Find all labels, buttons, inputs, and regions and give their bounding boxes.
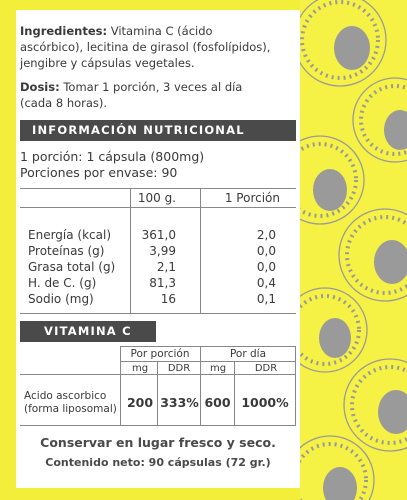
table-bottom-line xyxy=(20,313,296,314)
table-header-line xyxy=(20,207,296,208)
dosage-label: Dosis: xyxy=(20,80,60,94)
pattern-blob xyxy=(334,26,370,70)
serving-size: 1 porción: 1 cápsula (800mg) xyxy=(20,149,205,164)
label-panel xyxy=(16,10,300,488)
vit-sub-line xyxy=(120,361,296,362)
servings-per-container: Porciones por envase: 90 xyxy=(20,165,178,180)
row-per100: 2,1 xyxy=(156,260,176,274)
col-100g: 100 g. xyxy=(137,191,176,205)
row-name: Sodio (mg) xyxy=(28,292,94,306)
day-mg-value: 600 xyxy=(204,395,231,410)
storage-note: Conservar en lugar fresco y seco. xyxy=(40,435,276,450)
table-row xyxy=(20,244,296,259)
row-name: Energía (kcal) xyxy=(28,228,112,242)
pattern-blob xyxy=(319,318,351,358)
col-portion: 1 Porción xyxy=(224,191,280,205)
ingredients-line-3: jengibre y cápsulas vegetales. xyxy=(20,56,195,70)
vit-divider-e xyxy=(234,361,235,426)
day-ddr-value: 1000% xyxy=(241,395,289,410)
pattern-svg xyxy=(300,0,407,500)
vit-top-line xyxy=(120,346,296,347)
portion-mg-label: mg xyxy=(131,363,149,374)
vitamin-header-bar xyxy=(20,321,156,342)
per-day-label: Por día xyxy=(229,348,267,360)
row-per100: 361,0 xyxy=(141,228,176,242)
per-portion-label: Por porción xyxy=(130,348,190,360)
table-header-row xyxy=(20,191,296,206)
vitamin-item-line-1: Acido ascorbico xyxy=(24,390,107,402)
row-per100: 81,3 xyxy=(149,276,176,290)
row-per100: 3,99 xyxy=(149,244,176,258)
row-portion: 0,0 xyxy=(256,244,276,258)
vit-head-line xyxy=(20,374,296,375)
row-name: Grasa total (g) xyxy=(28,260,116,274)
vit-divider-b xyxy=(200,346,201,426)
net-content: Contenido neto: 90 cápsulas (72 gr.) xyxy=(45,456,271,469)
vitamin-title: VITAMINA C xyxy=(44,324,132,338)
table-row xyxy=(20,292,296,307)
vit-divider-d xyxy=(157,361,158,426)
pattern-blob xyxy=(384,110,407,150)
vit-divider-c xyxy=(295,346,296,426)
vitamin-table xyxy=(20,346,296,426)
table-row xyxy=(20,228,296,243)
nutrition-title: INFORMACIÓN NUTRICIONAL xyxy=(32,123,245,137)
vitamin-item-line-2: (forma liposomal) xyxy=(24,403,117,415)
table-top-line xyxy=(20,188,296,189)
nutrition-header-bar xyxy=(20,120,296,141)
row-name: H. de C. (g) xyxy=(28,276,97,290)
portion-ddr-label: DDR xyxy=(167,363,191,374)
vit-bottom-line xyxy=(20,425,296,426)
dosage-text-1: Tomar 1 porción, 3 veces al día xyxy=(59,80,243,94)
dosage-line-1 xyxy=(20,80,242,95)
ingredients-line-1 xyxy=(20,24,213,39)
day-ddr-label: DDR xyxy=(254,363,278,374)
pattern-blob xyxy=(323,467,357,500)
pattern-blob xyxy=(374,240,407,284)
pattern-blob xyxy=(313,169,347,211)
row-portion: 0,0 xyxy=(256,260,276,274)
row-per100: 16 xyxy=(160,292,176,306)
row-portion: 0,1 xyxy=(256,292,276,306)
row-portion: 2,0 xyxy=(256,228,276,242)
row-portion: 0,4 xyxy=(256,276,276,290)
ingredients-label: Ingredientes: xyxy=(20,24,108,38)
ingredients-line-2: ascórbico), lecitina de girasol (fosfolípidos), xyxy=(20,40,271,54)
dosage-line-2: (cada 8 horas). xyxy=(20,96,108,110)
portion-mg-value: 200 xyxy=(126,395,154,410)
decorative-pattern xyxy=(300,0,407,500)
row-name: Proteínas (g) xyxy=(28,244,105,258)
pattern-blob xyxy=(378,390,407,434)
vit-divider-a xyxy=(120,346,121,426)
table-row xyxy=(20,276,296,291)
nutrition-table xyxy=(20,188,296,314)
portion-ddr-value: 333% xyxy=(160,395,199,410)
day-mg-label: mg xyxy=(209,363,227,374)
ingredients-text-1: Vitamina C (ácido xyxy=(107,24,213,38)
table-row xyxy=(20,260,296,275)
